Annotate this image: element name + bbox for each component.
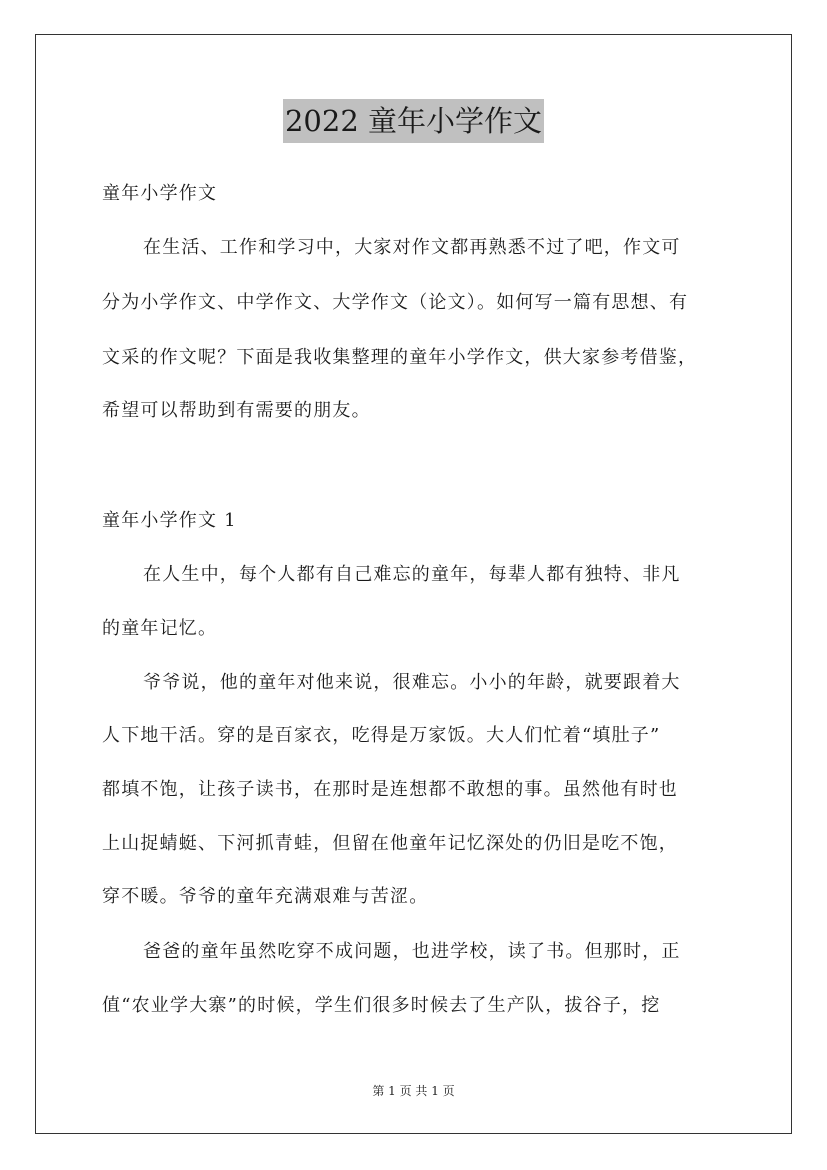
- document-title: 2022 童年小学作文: [283, 99, 544, 143]
- paragraph-line: 的童年记忆。: [102, 618, 218, 639]
- paragraph-line: 在生活、工作和学习中，大家对作文都再熟悉不过了吧，作文可: [143, 237, 681, 258]
- paragraph-line: 值“农业学大寨”的时候，学生们很多时候去了生产队，拔谷子，挖: [102, 995, 661, 1016]
- paragraph-line: 人下地干活。穿的是百家衣，吃得是万家饭。大人们忙着“填肚子”: [102, 725, 661, 746]
- paragraph-line: 爷爷说，他的童年对他来说，很难忘。小小的年龄，就要跟着大: [143, 672, 681, 693]
- paragraph-line: 爸爸的童年虽然吃穿不成问题，也进学校，读了书。但那时，正: [143, 941, 681, 962]
- title-container: [0, 99, 827, 143]
- section-heading: 童年小学作文 1: [102, 510, 237, 531]
- section-heading: 童年小学作文: [102, 183, 218, 204]
- paragraph-line: 希望可以帮助到有需要的朋友。: [102, 400, 371, 421]
- paragraph-line: 在人生中，每个人都有自己难忘的童年，每辈人都有独特、非凡: [143, 564, 681, 585]
- paragraph-line: 都填不饱，让孩子读书，在那时是连想都不敢想的事。虽然他有时也: [102, 779, 678, 800]
- page-footer: 第 1 页 共 1 页: [372, 1084, 455, 1098]
- paragraph-line: 上山捉蜻蜓、下河抓青蛙，但留在他童年记忆深处的仍旧是吃不饱，: [102, 833, 678, 854]
- paragraph-line: 分为小学作文、中学作文、大学作文（论文）。如何写一篇有思想、有: [102, 292, 689, 313]
- paragraph-line: 穿不暖。爷爷的童年充满艰难与苦涩。: [102, 886, 429, 907]
- paragraph-line: 文采的作文呢？下面是我收集整理的童年小学作文，供大家参考借鉴，: [102, 347, 698, 368]
